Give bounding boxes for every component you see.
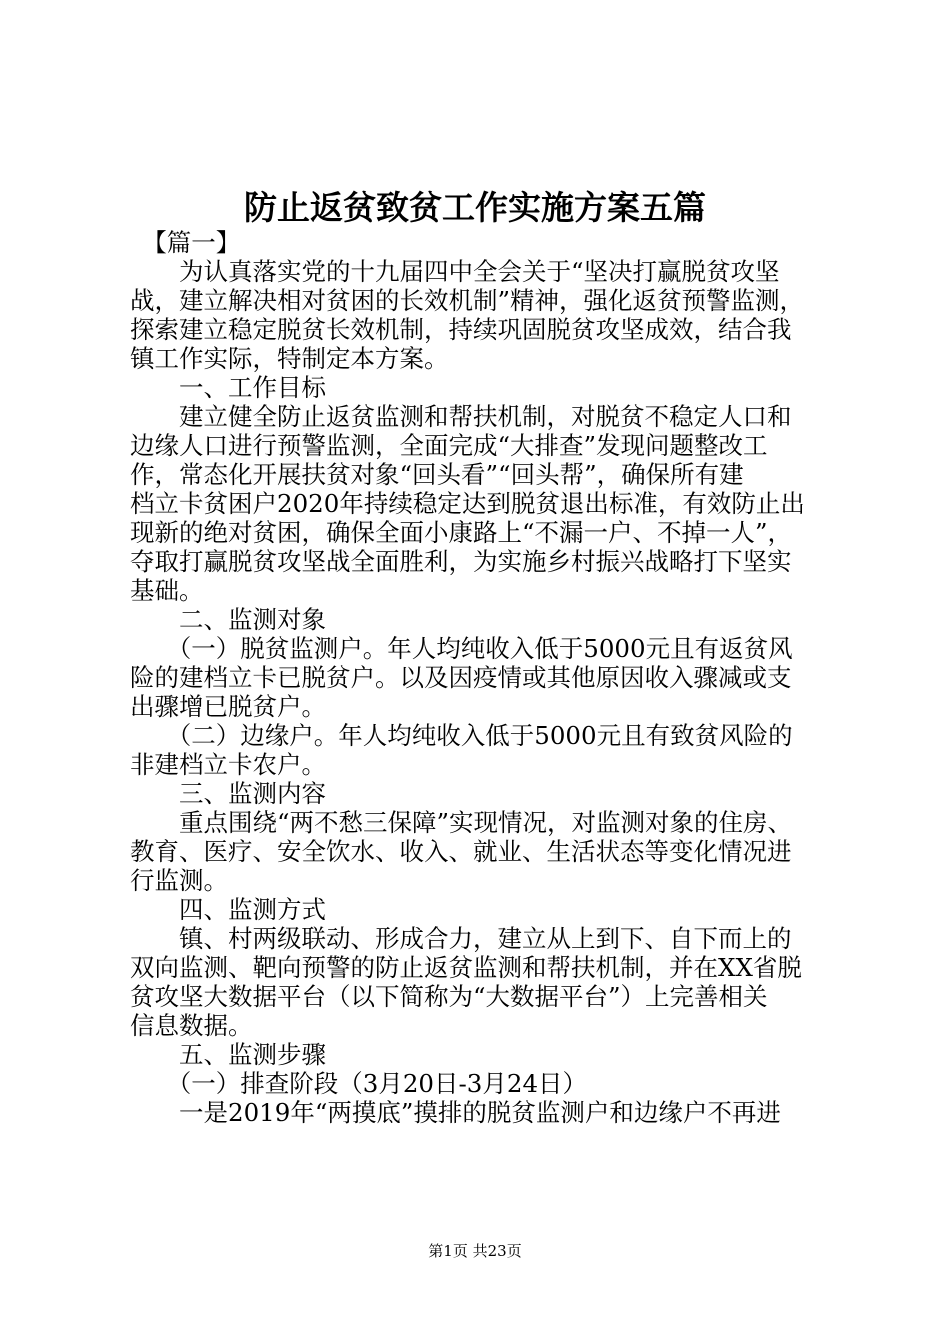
body-text-line: 基础。 <box>130 576 204 605</box>
body-text-line: 一、工作目标 <box>130 373 326 402</box>
page-number-footer: 第1页 共23页 <box>428 1242 522 1260</box>
body-text-line: 夺取打赢脱贫攻坚战全面胜利，为实施乡村振兴战略打下坚实 <box>130 547 792 576</box>
body-text-line: 四、监测方式 <box>130 895 326 924</box>
body-text-line: 建立健全防止返贫监测和帮扶机制，对脱贫不稳定人口和 <box>130 402 792 431</box>
body-text-line: 信息数据。 <box>130 1011 253 1040</box>
body-text-line: 五、监测步骤 <box>130 1040 326 1069</box>
body-text-line: 三、监测内容 <box>130 779 326 808</box>
body-text-line: 战，建立解决相对贫困的长效机制”精神，强化返贫预警监测， <box>130 286 805 315</box>
body-text-line: 行监测。 <box>130 866 228 895</box>
body-text-line: 非建档立卡农户。 <box>130 750 326 779</box>
body-text-line: 现新的绝对贫困，确保全面小康路上“不漏一户、不掉一人”， <box>130 518 793 547</box>
body-text-line: 档立卡贫困户2020年持续稳定达到脱贫退出标准，有效防止出 <box>130 489 805 518</box>
body-text-line: 重点围绕“两不愁三保障”实现情况，对监测对象的住房、 <box>130 808 793 837</box>
body-text-line: 探索建立稳定脱贫长效机制，持续巩固脱贫攻坚成效，结合我 <box>130 315 792 344</box>
document-title: 防止返贫致贫工作实施方案五篇 <box>244 188 706 227</box>
body-text-line: 为认真落实党的十九届四中全会关于“坚决打赢脱贫攻坚 <box>130 257 780 286</box>
body-text-line: 出骤增已脱贫户。 <box>130 692 326 721</box>
body-text-line: 镇工作实际，特制定本方案。 <box>130 344 449 373</box>
body-text-line: 边缘人口进行预警监测，全面完成“大排查”发现问题整改工 <box>130 431 768 460</box>
body-text-line: 作，常态化开展扶贫对象“回头看”“回头帮”，确保所有建 <box>130 460 744 489</box>
body-text-line: 双向监测、靶向预警的防止返贫监测和帮扶机制，并在XX省脱 <box>130 953 802 982</box>
body-text-line: （一）排查阶段（3月20日-3月24日） <box>130 1069 588 1098</box>
body-text-line: 【篇一】 <box>130 228 241 257</box>
body-text-line: （二）边缘户。年人均纯收入低于5000元且有致贫风险的 <box>130 721 793 750</box>
body-text-line: 贫攻坚大数据平台（以下简称为“大数据平台”）上完善相关 <box>130 982 768 1011</box>
body-text-line: 一是2019年“两摸底”摸排的脱贫监测户和边缘户不再进 <box>130 1098 781 1127</box>
body-text-line: 镇、村两级联动、形成合力，建立从上到下、自下而上的 <box>130 924 792 953</box>
body-text-line: 险的建档立卡已脱贫户。以及因疫情或其他原因收入骤减或支 <box>130 663 792 692</box>
body-text-line: 教育、医疗、安全饮水、收入、就业、生活状态等变化情况进 <box>130 837 792 866</box>
body-text-line: （一）脱贫监测户。年人均纯收入低于5000元且有返贫风 <box>130 634 793 663</box>
body-text-line: 二、监测对象 <box>130 605 326 634</box>
document-body <box>130 228 842 1127</box>
